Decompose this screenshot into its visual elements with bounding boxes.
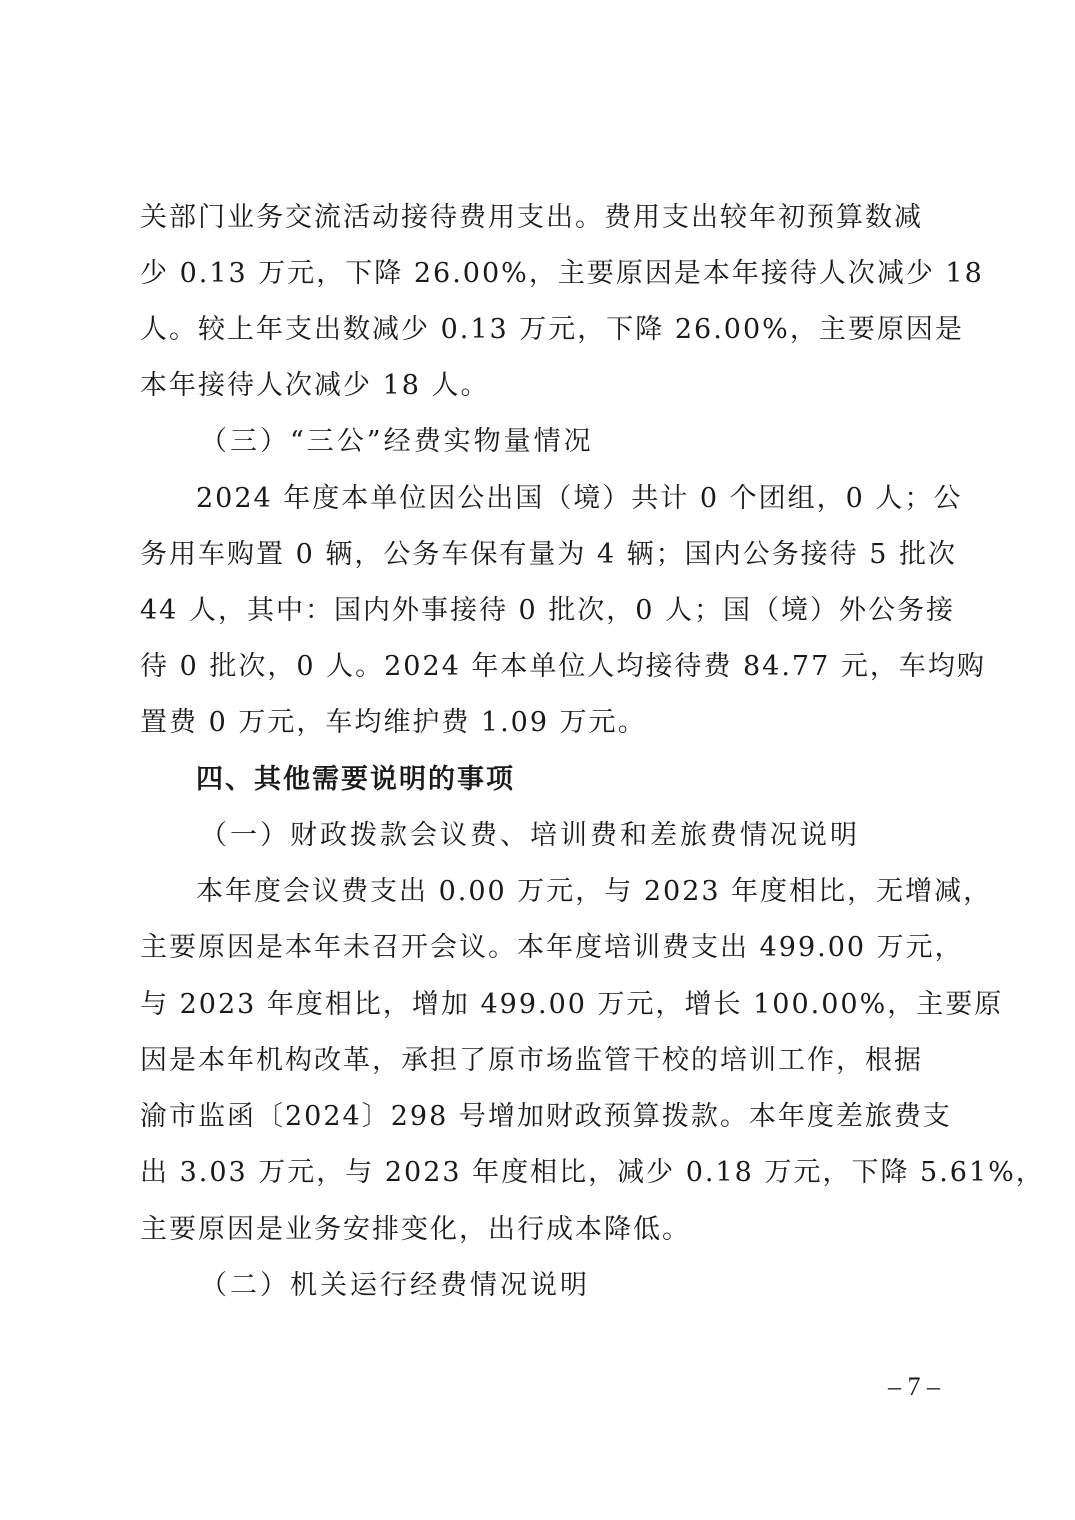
paragraph-line: 2024 年度本单位因公出国（境）共计 0 个团组，0 人；公 bbox=[196, 483, 963, 514]
paragraph-line: 关部门业务交流活动接待费用支出。费用支出较年初预算数减 bbox=[140, 202, 923, 233]
paragraph-line: 出 3.03 万元，与 2023 年度相比，减少 0.18 万元，下降 5.61%， bbox=[140, 1157, 1045, 1188]
paragraph-line: 务用车购置 0 辆，公务车保有量为 4 辆；国内公务接待 5 批次 bbox=[140, 539, 958, 570]
paragraph-line: 人。较上年支出数减少 0.13 万元，下降 26.00%，主要原因是 bbox=[140, 314, 964, 345]
section-subheading: （三）“三公”经费实物量情况 bbox=[200, 426, 594, 457]
paragraph-line: 少 0.13 万元，下降 26.00%，主要原因是本年接待人次减少 18 bbox=[140, 258, 984, 289]
paragraph-line: 待 0 批次，0 人。2024 年本单位人均接待费 84.77 元，车均购 bbox=[140, 651, 986, 682]
paragraph-line: 主要原因是本年未召开会议。本年度培训费支出 499.00 万元， bbox=[140, 932, 964, 963]
paragraph-line: 置费 0 万元，车均维护费 1.09 万元。 bbox=[140, 707, 647, 738]
paragraph-line: 主要原因是业务安排变化，出行成本降低。 bbox=[140, 1214, 691, 1245]
paragraph-line: 本年接待人次减少 18 人。 bbox=[140, 370, 490, 401]
paragraph-line: 与 2023 年度相比，增加 499.00 万元，增长 100.00%，主要原 bbox=[140, 989, 1004, 1020]
paragraph-line: 44 人，其中：国内外事接待 0 批次，0 人；国（境）外公务接 bbox=[140, 595, 956, 626]
paragraph-line: 渝市监函〔2024〕298 号增加财政预算拨款。本年度差旅费支 bbox=[140, 1101, 952, 1132]
section-heading: 四、其他需要说明的事项 bbox=[196, 764, 515, 795]
section-subheading: （二）机关运行经费情况说明 bbox=[200, 1270, 590, 1301]
paragraph-line: 本年度会议费支出 0.00 万元，与 2023 年度相比，无增减， bbox=[196, 876, 993, 907]
page-number: – 7 – bbox=[888, 1372, 940, 1401]
paragraph-line: 因是本年机构改革，承担了原市场监管干校的培训工作，根据 bbox=[140, 1045, 923, 1076]
section-subheading: （一）财政拨款会议费、培训费和差旅费情况说明 bbox=[200, 820, 860, 851]
